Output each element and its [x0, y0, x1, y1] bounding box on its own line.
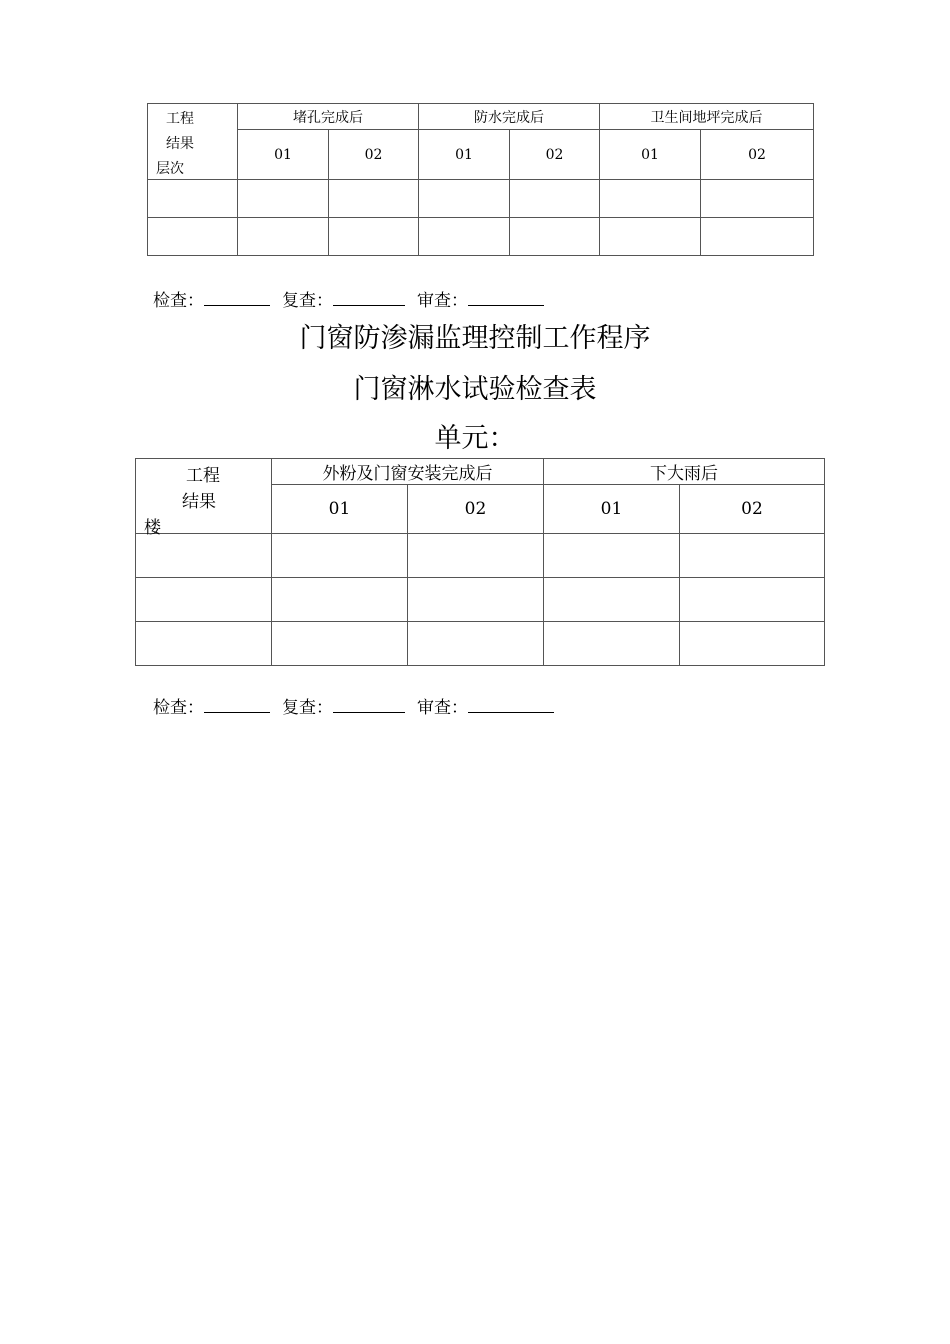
table-cell[interactable] [544, 578, 680, 622]
corner-label-project: 工程 [186, 466, 220, 486]
table-cell[interactable] [544, 534, 680, 578]
table-cell[interactable] [408, 622, 544, 666]
table-cell[interactable] [329, 180, 419, 218]
signature-line [153, 286, 556, 311]
corner-label-building: 楼 [144, 518, 161, 538]
table-row [148, 180, 814, 218]
table-cell[interactable] [238, 180, 329, 218]
sub-header: 02 [701, 130, 814, 180]
table-cell[interactable] [136, 534, 272, 578]
sub-header: 01 [600, 130, 701, 180]
corner-label-result: 结果 [166, 136, 194, 152]
table-cell[interactable] [419, 180, 510, 218]
table-cell[interactable] [419, 218, 510, 256]
review-label: 审查： [417, 698, 468, 718]
table-cell[interactable] [701, 218, 814, 256]
table-cell[interactable] [701, 180, 814, 218]
sub-header: 02 [680, 485, 825, 534]
main-title: 门窗防渗漏监理控制工作程序 [299, 323, 651, 354]
corner-cell [148, 104, 238, 180]
table-row [136, 578, 825, 622]
sub-header: 01 [419, 130, 510, 180]
table-cell[interactable] [600, 218, 701, 256]
group-header: 堵孔完成后 [238, 104, 419, 130]
table-cell[interactable] [272, 578, 408, 622]
sub-header: 02 [329, 130, 419, 180]
corner-cell [136, 459, 272, 538]
recheck-label: 复查： [282, 698, 333, 718]
group-header: 卫生间地坪完成后 [600, 104, 814, 130]
review-blank[interactable] [468, 291, 544, 306]
table-cell[interactable] [544, 622, 680, 666]
table-cell[interactable] [680, 578, 825, 622]
sub-title: 门窗淋水试验检查表 [353, 374, 597, 405]
table-cell[interactable] [148, 218, 238, 256]
recheck-blank[interactable] [333, 291, 405, 306]
table-row [136, 622, 825, 666]
table-cell[interactable] [272, 622, 408, 666]
table-cell[interactable] [408, 534, 544, 578]
corner-label-project: 工程 [166, 111, 194, 127]
recheck-label: 复查： [282, 291, 333, 311]
table-cell[interactable] [238, 218, 329, 256]
check-label: 检查： [153, 291, 204, 311]
sub-header: 02 [408, 485, 544, 534]
table-cell[interactable] [408, 578, 544, 622]
group-header: 防水完成后 [419, 104, 600, 130]
check-label: 检查： [153, 698, 204, 718]
check-blank[interactable] [204, 291, 270, 306]
table-cell[interactable] [136, 622, 272, 666]
group-header: 下大雨后 [544, 459, 825, 485]
inspection-table-1 [147, 103, 814, 256]
corner-label-result: 结果 [182, 492, 216, 512]
corner-label-floor: 层次 [156, 161, 184, 177]
unit-label: 单元： [434, 423, 516, 454]
check-blank[interactable] [204, 698, 270, 713]
sub-header: 01 [238, 130, 329, 180]
sub-header: 02 [510, 130, 600, 180]
table-cell[interactable] [680, 622, 825, 666]
sub-header: 01 [544, 485, 680, 534]
table-cell[interactable] [136, 578, 272, 622]
table-cell[interactable] [510, 180, 600, 218]
sub-header: 01 [272, 485, 408, 534]
table-cell[interactable] [600, 180, 701, 218]
table-cell[interactable] [680, 534, 825, 578]
review-blank[interactable] [468, 698, 554, 713]
signature-line [153, 693, 566, 718]
table-cell[interactable] [148, 180, 238, 218]
table-row [148, 218, 814, 256]
group-header: 外粉及门窗安装完成后 [272, 459, 544, 485]
table-cell[interactable] [510, 218, 600, 256]
table-cell[interactable] [272, 534, 408, 578]
recheck-blank[interactable] [333, 698, 405, 713]
review-label: 审查： [417, 291, 468, 311]
table-row [136, 534, 825, 578]
table-cell[interactable] [329, 218, 419, 256]
inspection-table-2 [135, 458, 825, 666]
